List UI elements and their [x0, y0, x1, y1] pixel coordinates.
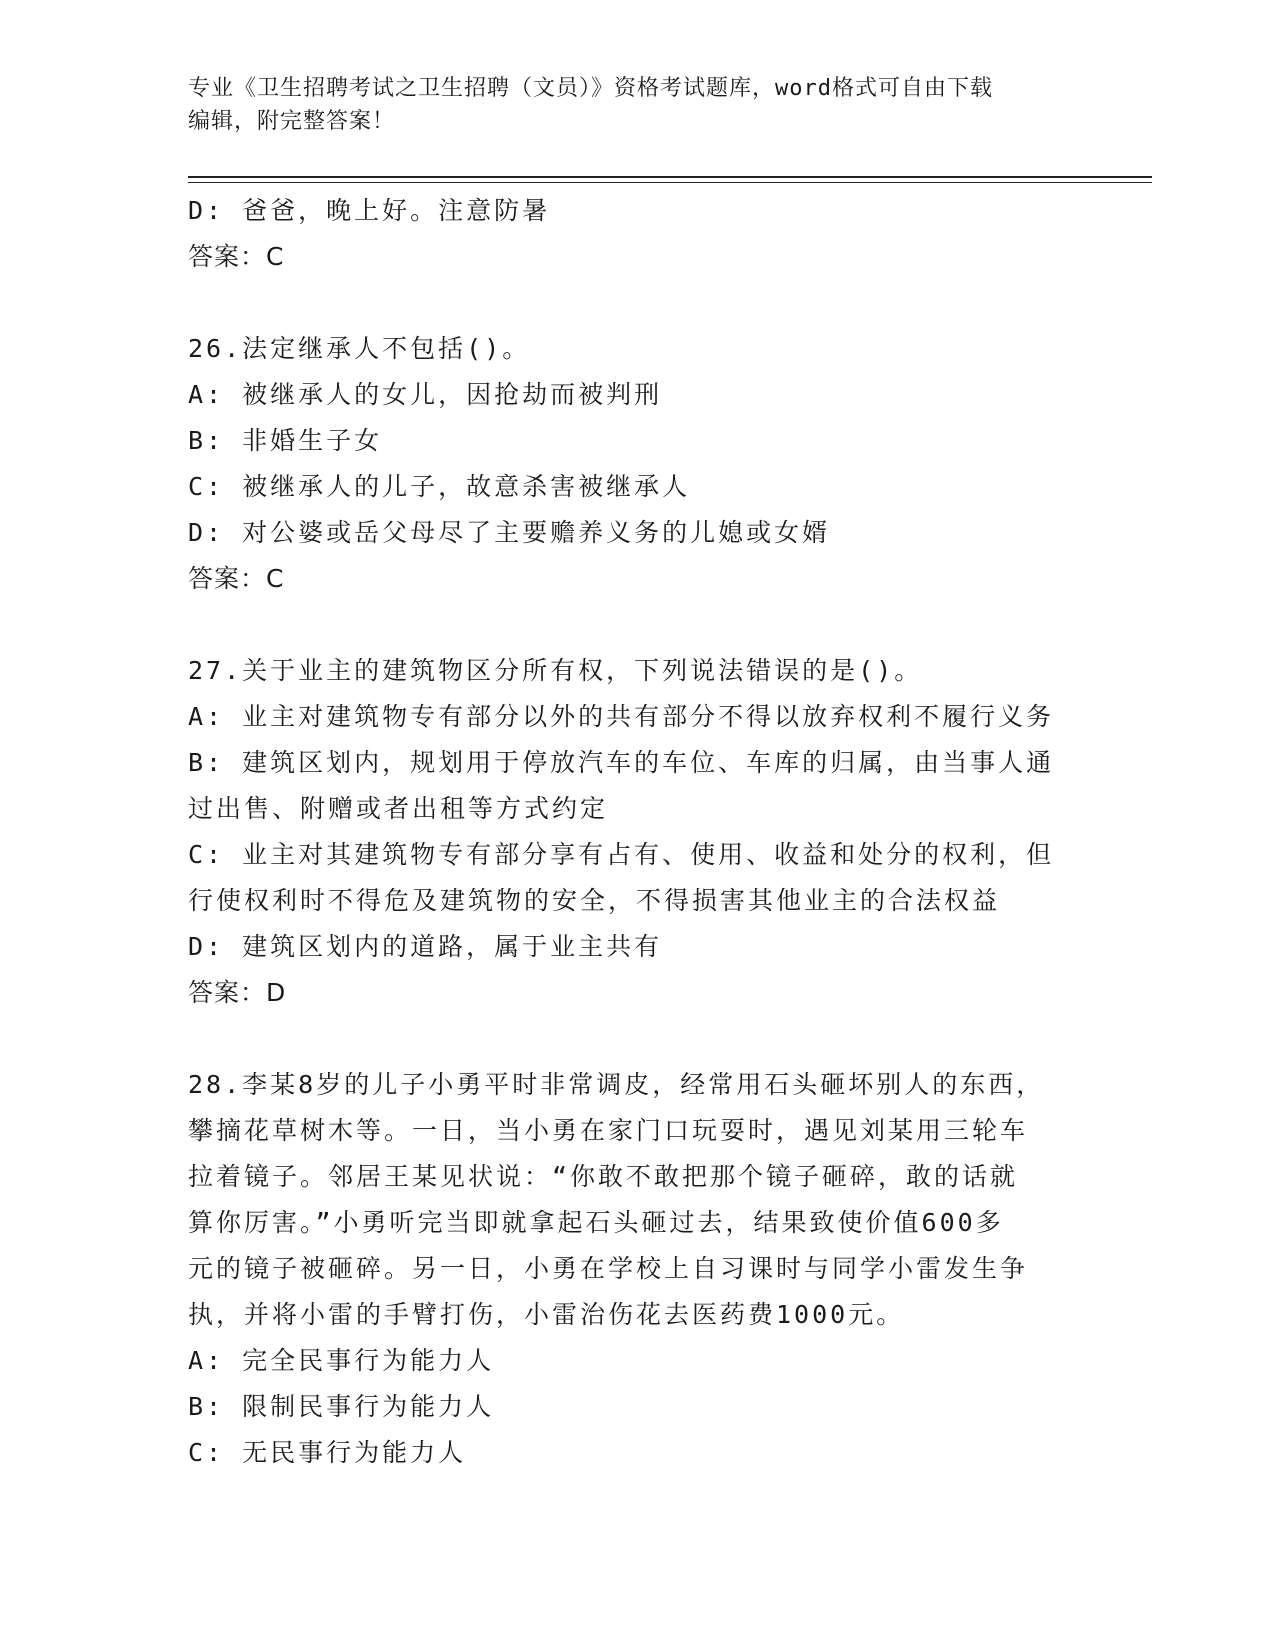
q27-question: 27.关于业主的建筑物区分所有权，下列说法错误的是()。: [188, 656, 923, 685]
q27-option-c-line-1: C: 业主对其建筑物专有部分享有占有、使用、收益和处分的权利，但: [188, 840, 1055, 869]
header-divider-thick: [188, 176, 1152, 178]
q25-option-d: D: 爸爸，晚上好。注意防暑: [188, 196, 551, 225]
header-divider-thin: [188, 182, 1152, 183]
q26-option-a: A: 被继承人的女儿，因抢劫而被判刑: [188, 380, 663, 409]
q27-option-b-line-1: B: 建筑区划内，规划用于停放汽车的车位、车库的归属，由当事人通: [188, 748, 1055, 777]
q28-question-line-2: 攀摘花草树木等。一日，当小勇在家门口玩耍时，遇见刘某用三轮车: [188, 1116, 1029, 1145]
q28-question-line-5: 元的镜子被砸碎。另一日，小勇在学校上自习课时与同学小雷发生争: [188, 1254, 1029, 1283]
q26-option-b: B: 非婚生子女: [188, 426, 383, 455]
q26-option-c: C: 被继承人的儿子，故意杀害被继承人: [188, 472, 691, 501]
q26-question: 26.法定继承人不包括()。: [188, 334, 531, 363]
q27-answer: 答案：D: [188, 978, 287, 1007]
q28-question-line-1: 28.李某8岁的儿子小勇平时非常调皮，经常用石头砸坏别人的东西，: [188, 1070, 1045, 1099]
header-line-2: 编辑，附完整答案！: [188, 109, 396, 134]
question-content: [188, 188, 1088, 1476]
q27-option-d: D: 建筑区划内的道路，属于业主共有: [188, 932, 663, 961]
header-line-1: 专业《卫生招聘考试之卫生招聘（文员）》资格考试题库，word格式可自由下载: [188, 76, 993, 101]
spacer: [188, 602, 1088, 648]
q28-option-b: B: 限制民事行为能力人: [188, 1392, 495, 1421]
q28-question-line-3: 拉着镜子。邻居王某见状说：“你敢不敢把那个镜子砸碎，敢的话就: [188, 1162, 1019, 1191]
q26-answer: 答案：C: [188, 564, 285, 593]
q25-answer: 答案：C: [188, 242, 285, 271]
spacer: [188, 280, 1088, 326]
document-header: [188, 72, 1068, 138]
spacer: [188, 1016, 1088, 1062]
q28-option-a: A: 完全民事行为能力人: [188, 1346, 495, 1375]
q27-option-c-line-2: 行使权利时不得危及建筑物的安全，不得损害其他业主的合法权益: [188, 886, 1001, 915]
q28-option-c: C: 无民事行为能力人: [188, 1438, 467, 1467]
q27-option-a: A: 业主对建筑物专有部分以外的共有部分不得以放弃权利不履行义务: [188, 702, 1055, 731]
q28-question-line-4: 算你厉害。”小勇听完当即就拿起石头砸过去，结果致使价值600多: [188, 1208, 1004, 1237]
q28-question-line-6: 执，并将小雷的手臂打伤，小雷治伤花去医药费1000元。: [188, 1300, 905, 1329]
q26-option-d: D: 对公婆或岳父母尽了主要赡养义务的儿媳或女婿: [188, 518, 831, 547]
q27-option-b-line-2: 过出售、附赠或者出租等方式约定: [188, 794, 609, 823]
